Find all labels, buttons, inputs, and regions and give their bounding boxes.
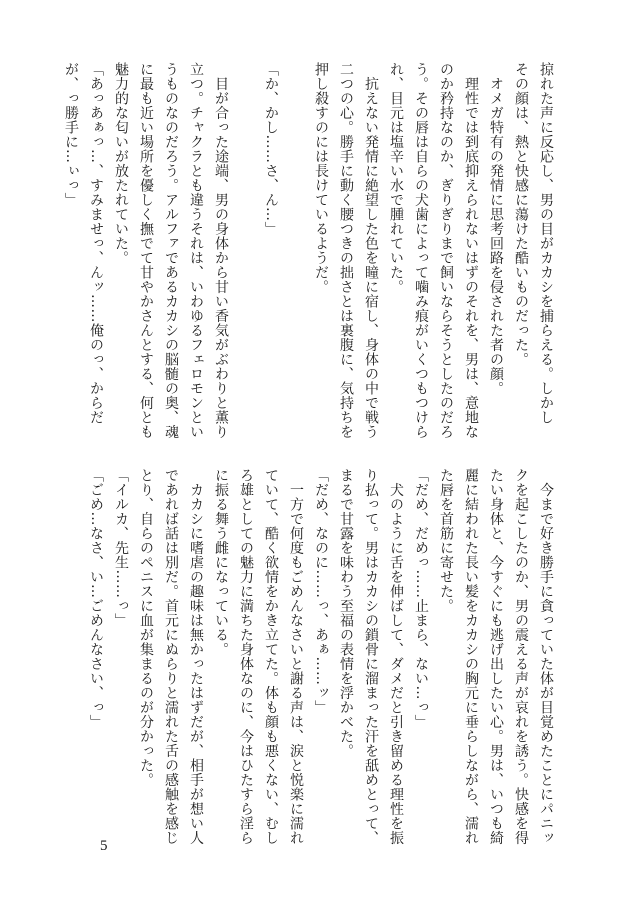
text-line: のか矜持なのか、ぎりぎりまで飼いならそうとしたのだろ [438, 62, 454, 439]
text-line: とり、自らのペニスに血が集まるのが分かった。 [138, 468, 154, 787]
text-line: 理性では到底抑えられないはずのそれを、男は、意地な [463, 62, 479, 439]
text-line: た唇を首筋に寄せた。 [438, 468, 454, 613]
page-number: 5 [100, 838, 108, 854]
bottom-text-block [83, 468, 558, 845]
text-line: 「あっあぁっ…、すみませっ、んッ……俺のっ、からだ [88, 62, 104, 425]
text-line: 「か、かし……さ、ん…」 [263, 62, 279, 236]
text-line: その顔は、熱と快感に蕩けた酷いものだった。 [513, 62, 529, 367]
text-line: 麗に結われた長い髪をカカシの胸元に垂らしながら、濡れ [463, 468, 479, 845]
text-line: 抗えない発情に絶望した色を瞳に宿し、身体の中で戦う [363, 62, 379, 439]
text-line: 立つ。チャクラとも違うそれは、いわゆるフェロモンとい [188, 62, 204, 439]
text-line: 目が合った途端、男の身体から甘い香気がぶわりと薫り [213, 62, 229, 439]
text-line: 犬のように舌を伸ばして、ダメだと引き留める理性を振 [388, 468, 404, 845]
text-line: 今まで好き勝手に貪っていた体が目覚めたことにパニッ [538, 468, 554, 845]
text-line: 押し殺すのには長けているようだ。 [313, 62, 329, 294]
text-line: カカシに嗜虐の趣味は無かったはずだが、相手が想い人 [188, 468, 204, 845]
text-line: 二つの心。勝手に動く腰つきの拙さとは裏腹に、気持ちを [338, 62, 354, 439]
text-line: 「だめ、なのに……っ、あぁ……ッ」 [313, 468, 329, 715]
text-line [233, 62, 258, 392]
text-line: まるで甘露を味わう至福の表情を浮かべた。 [338, 468, 354, 758]
text-line: 「ごめ…なさ、い…ごめんなさい、っ」 [88, 468, 104, 729]
text-line: であれば話は別だ。首元にぬらりと濡れた舌の感触を感じ [163, 468, 179, 845]
text-line: オメガ特有の発情に思考回路を侵された者の顔。 [488, 62, 504, 396]
text-line: に最も近い場所を優しく撫でて甘やかさんとする、何とも [138, 62, 154, 439]
text-line: に振る舞う雌になっている。 [213, 468, 229, 657]
text-line [283, 62, 308, 392]
text-line: 掠れた声に反応し、男の目がカカシを捕らえる。しかし [538, 62, 554, 425]
text-line: 「だめ、だめっ……止まら、ない…っ」 [413, 468, 429, 729]
text-line: 一方で何度もごめんなさいと謝る声は、涙と悦楽に濡れ [288, 468, 304, 845]
text-line: う。その唇は自らの犬歯によって噛み痕がいくつもつけら [413, 62, 429, 439]
top-text-block [58, 62, 558, 439]
text-line: れ、目元は塩辛い水で腫れていた。 [388, 62, 404, 294]
text-line: り払って。男はカカシの鎖骨に溜まった汗を舐めとって、 [363, 468, 379, 845]
text-line: たい身体と、今すぐにも逃げ出したい心。男は、いつも綺 [488, 468, 504, 845]
text-line: うものなのだろう。アルファであるカカシの脳髄の奥、魂 [163, 62, 179, 439]
text-line: ろ雄としての魅力に満ちた身体なのに、今はひたすら淫ら [238, 468, 254, 845]
text-line: クを起こしたのか、男の震える声が哀れを誘う。快感を得 [513, 468, 529, 845]
text-line: 魅力的な匂いが放たれていた。 [113, 62, 129, 265]
text-line: が、っ勝手に…ぃっ」 [63, 62, 79, 207]
text-line: ていて、酷く欲情をかき立てた。体も顔も悪くない、むし [263, 468, 279, 845]
text-line: 「イルカ、先生……っ」 [113, 468, 129, 628]
